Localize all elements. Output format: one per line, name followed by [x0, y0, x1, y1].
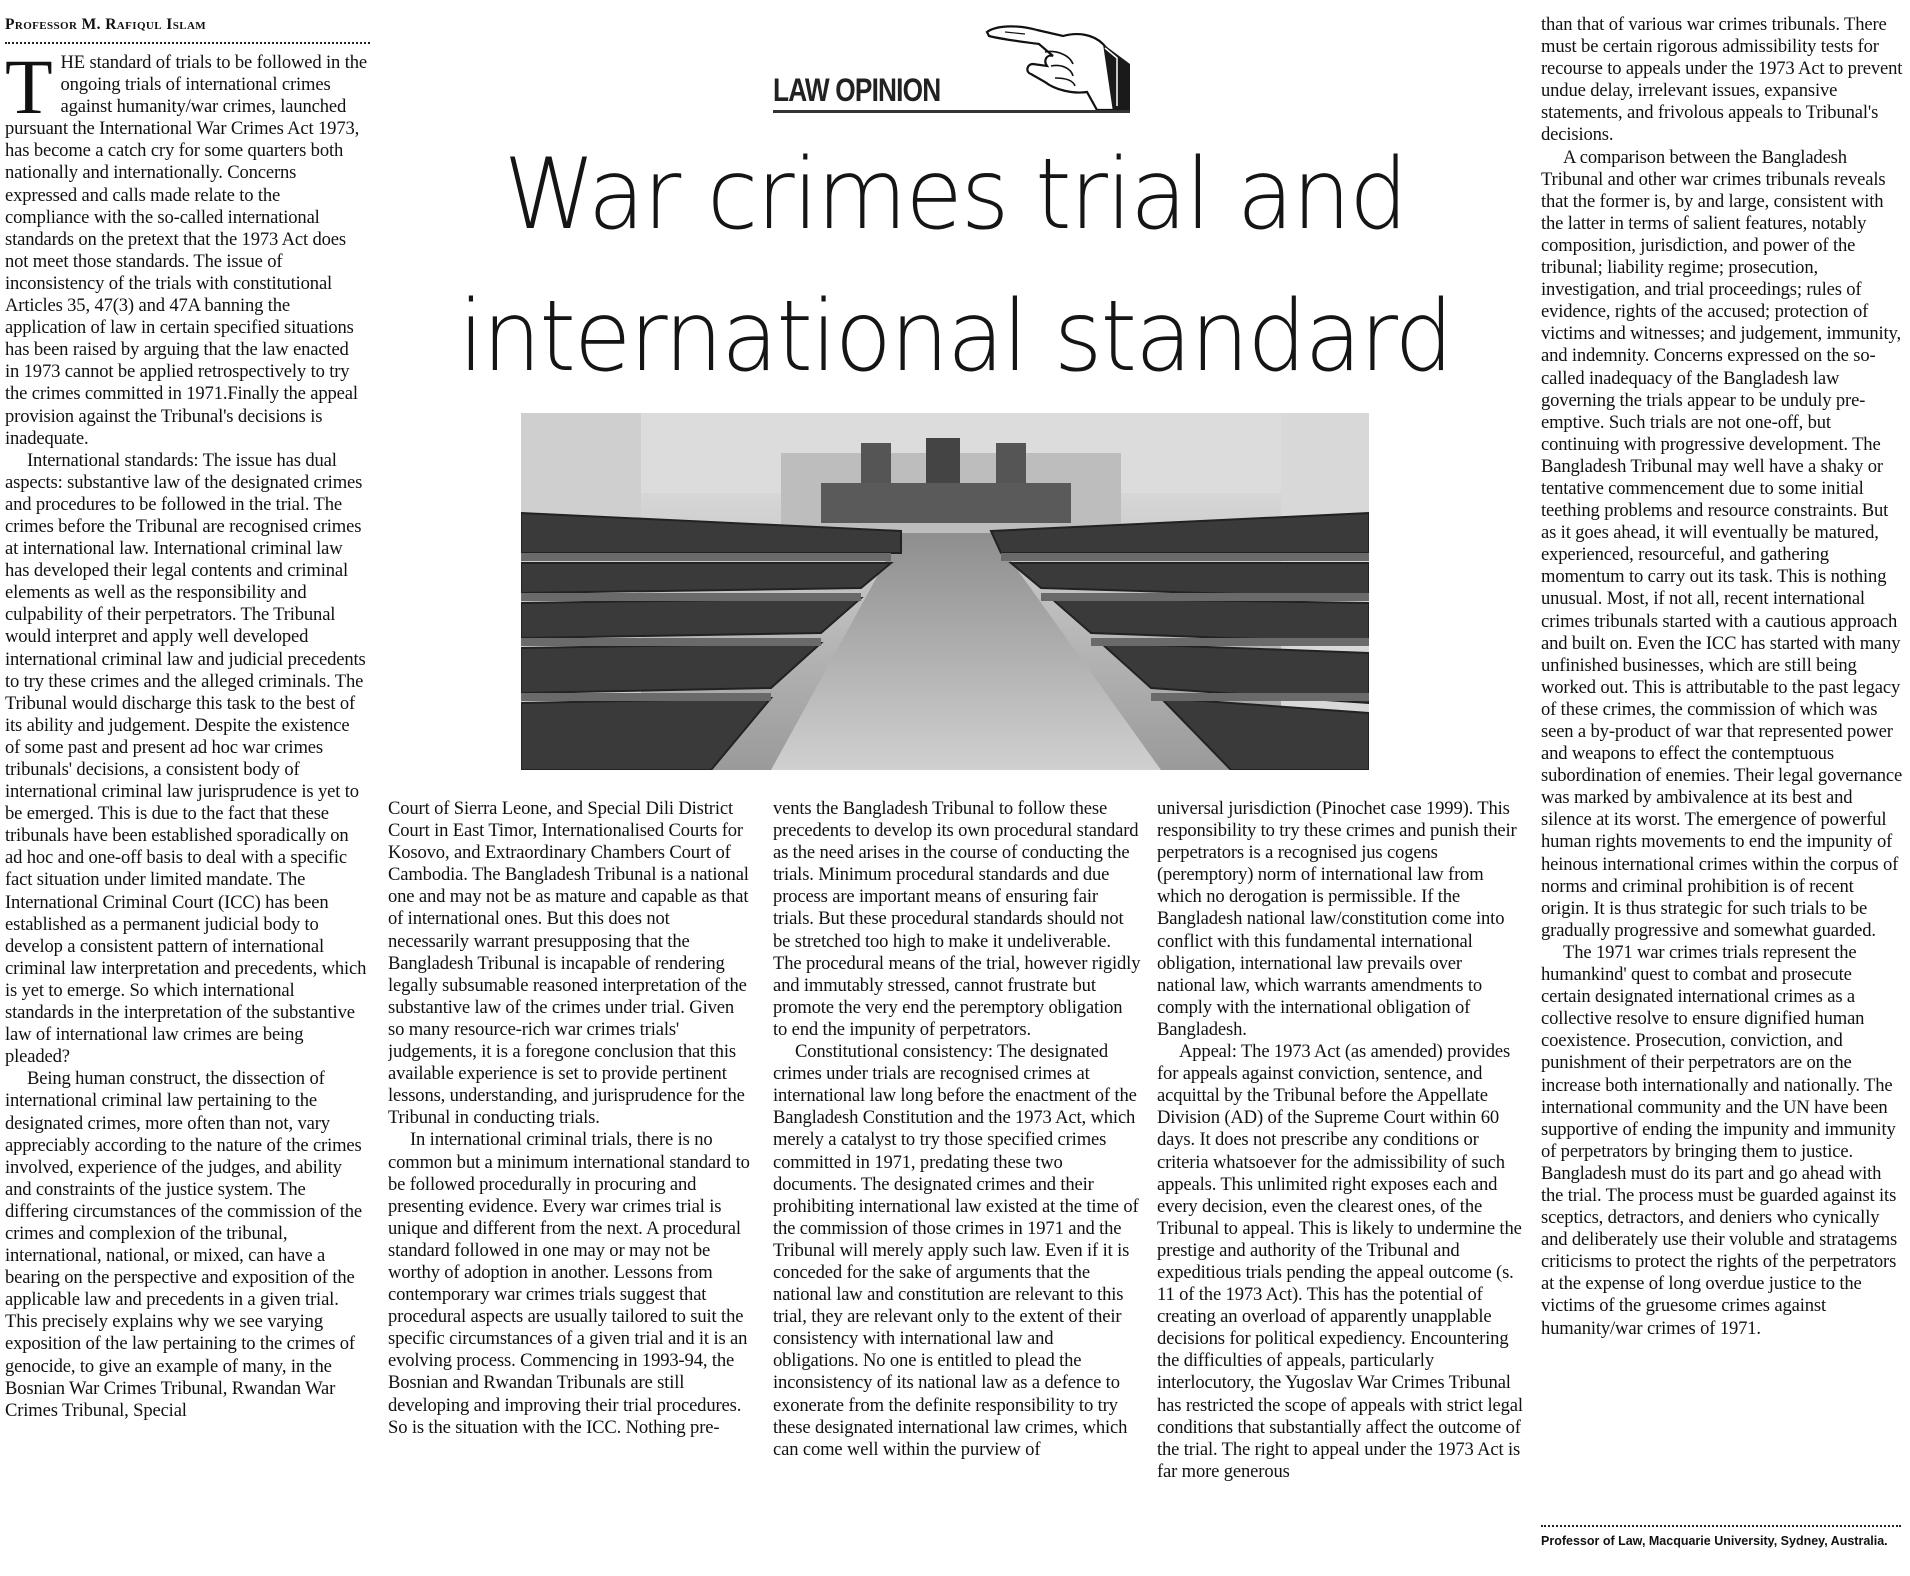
article-column-2	[388, 798, 750, 1564]
headline	[418, 124, 1492, 408]
article-paragraph	[5, 52, 367, 450]
footnote-divider	[1541, 1525, 1901, 1527]
headline-line-2: international standard	[458, 280, 1452, 394]
paragraph-text: HE standard of trials to be followed in the ongoing trials of international crimes against humanity/war crimes, launched pursuant the International War Crimes Act 1973, has become a catch cry for some quarters both nationally and internationally. Concerns expressed and calls made relate to the compliance with the so-called international standards on the pretext that the 1973 Act does not meet those standards. The issue of inconsistency of the trials with constitutional Articles 35, 47(3) and 47A banning the application of law in certain specified situations has been raised by arguing that the law enacted in 1973 cannot be applied retrospectively to try the crimes committed in 1971.Finally the appeal provision against the Tribunal's decisions is inadequate.	[5, 52, 367, 449]
courtroom-photo	[521, 413, 1369, 770]
article-paragraph: Being human construct, the dissection of international criminal law pertaining to the designated crimes, more often than not, vary appreciably according to the nature of the crimes involved, experience of the judges, and ability and constraints of the justice system. The differing circumstances of the commission of the crimes and complexion of the tribunal, international, national, or mixed, can have a bearing on the perspective and exposition of the applicable law and precedents in a given trial. This precisely explains why we see varying exposition of the law pertaining to the crimes of genocide, to give an example of many, in the Bosnian War Crimes Tribunal, Rwandan War Crimes Tribunal, Special	[5, 1068, 363, 1421]
article-paragraph: Court of Sierra Leone, and Special Dili District Court in East Timor, Internationalised Courts for Kosovo, and Extraordinary Chambers Court of Cambodia. The Bangladesh Tribunal is a national one and may not be as mature and capable as that of international ones. But this does not necessarily warrant presupposing that the Bangladesh Tribunal is incapable of rendering legally subsumable reasoned interpretation of the substantive law of the crimes under trial. Given so many resource-rich war crimes trials' judgements, it is a foregone conclusion that this available experience is set to provide pertinent lessons, understanding, and jurisprudence for the Tribunal in conducting trials.	[388, 798, 749, 1129]
headline-line-1: War crimes trial and	[503, 138, 1407, 252]
byline: Professor M. Rafiqul Islam	[5, 16, 370, 44]
article-paragraph: vents the Bangladesh Tribunal to follow these precedents to develop its own procedural standard as the need arises in the course of conducting the trials. Minimum procedural standards and due process are important means of ensuring fair trials. But these procedural standards should not be stretched too high to make it undeliverable. The procedural means of the trial, however rigidly and immutably stressed, cannot frustrate but promote the very end the peremptory obligation to end the impunity of perpetrators.	[773, 798, 1141, 1040]
article-paragraph: Appeal: The 1973 Act (as amended) provides for appeals against conviction, sentence, and acquittal by the Tribunal before the Appellate Division (AD) of the Supreme Court within 60 days. It does not prescribe any conditions or criteria whatsoever for the admissibility of such appeals. This unlimited right exposes each and every decision, even the clearest ones, of the Tribunal to appeal. This is likely to undermine the prestige and authority of the Tribunal and expeditious trials pending the appeal outcome (s. 11 of the 1973 Act). This has the potential of creating an overload of apparently unapplable decisions for political expediency. Encountering the difficulties of appeals, particularly interlocutory, the Yugoslav War Crimes Tribunal has restricted the scope of appeals with strict legal conditions that substantially affect the outcome of the trial. The right to appeal under the 1973 Act is far more generous	[1157, 1041, 1523, 1482]
article-paragraph: In international criminal trials, there is no common but a minimum international standard to be followed procedurally in procuring and presenting evidence. Every war crimes trial is unique and different from the next. A procedural standard followed in one may or may not be worthy of adoption in another. Lessons from contemporary war crimes trials suggest that procedural aspects are usually tailored to suit the specific circumstances of a given trial and it is an evolving process. Commencing in 1993-94, the Bosnian and Rwandan Tribunals are still developing and improving their trial procedures. So is the situation with the ICC. Nothing pre-	[388, 1129, 750, 1438]
article-paragraph: A comparison between the Bangladesh Tribunal and other war crimes tribunals reveals that the former is, by and large, consistent with the latter in terms of salient features, notably composition, jurisdiction, and power of the tribunal; liability regime; prosecution, investigation, and trial proceedings; rules of evidence, rights of the accused; protection of victims and witnesses; and judgement, immunity, and indemnity. Concerns expressed on the so-called inadequacy of the Bangladesh law governing the trials appear to be unduly pre-emptive. Such trials are not one-off, but continuing with progressive development. The Bangladesh Tribunal may well have a shaky or tentative commencement due to some initial teething problems and resource constraints. But as it goes ahead, it will eventually be matured, experienced, resourceful, and gathering momentum to carry out its task. This is nothing unusual. Most, if not all, recent international crimes tribunals started with a cautious approach and built on. Even the ICC has started with many unfinished businesses, which are still being worked out. This is attributable to the past legacy of these crimes, the commission of which was seen a by-product of war that represented power and weapons to effect the contemptuous subordination of enemies. Their legal governance was marked by ambivalence at its best and silence at its worst. The emergence of powerful human rights movements to end the impunity of heinous international crimes within the corpus of norms and criminal prohibition is of recent origin. It is thus strategic for such trials to be gradually progressive and somewhat guarded.	[1541, 146, 1903, 941]
article-column-5	[1541, 14, 1903, 1514]
section-kicker: LAW OPINION	[773, 72, 941, 108]
author-footnote: Professor of Law, Macquarie University, Sydney, Australia.	[1541, 1534, 1888, 1548]
kicker-underline	[773, 110, 1130, 113]
drop-cap: T	[5, 52, 53, 130]
article-paragraph: universal jurisdiction (Pinochet case 1999). This responsibility to try these crimes and punish their perpetrators is a recognised jus cogens (peremptory) norm of international law from which no derogation is permissible. If the Bangladesh national law/constitution come into conflict with this fundamental international obligation, international law prevails over national law, which warrants amendments to comply with the international obligation of Bangladesh.	[1157, 798, 1517, 1040]
article-column-3	[773, 798, 1141, 1564]
article-column-1	[5, 52, 367, 1564]
article-paragraph: than that of various war crimes tribunals. There must be certain rigorous admissibility tests for recourse to appeals under the 1973 Act to prevent undue delay, irrelevant issues, expansive statements, and frivolous appeals to Tribunal's decisions.	[1541, 14, 1903, 146]
article-paragraph: International standards: The issue has dual aspects: substantive law of the designated crimes and procedures to be followed in the trial. The crimes before the Tribunal are recognised crimes at international law. International criminal law has developed their legal contents and criminal elements as well as the responsibility and culpability of their perpetrators. The Tribunal would interpret and apply well developed international criminal law and judicial precedents to try these crimes and the alleged criminals. The Tribunal would discharge this task to the best of its ability and judgement. Despite the existence of some past and present ad hoc war crimes tribunals' decisions, a consistent body of international criminal law jurisprudence is yet to be emerged. This is due to the fact that these tribunals have been established sporadically on ad hoc and one-off basis to deal with a specific fact situation under limited mandate. The International Criminal Court (ICC) has been established as a permanent judicial body to develop a consistent pattern of international criminal law interpretation and precedents, which is yet to emerge. So which international standards in the interpretation of the substantive law of international law crimes are being pleaded?	[5, 449, 367, 1068]
article-paragraph: The 1971 war crimes trials represent the humankind' quest to combat and prosecute certain designated international crimes as a collective resolve to ensure dignified human coexistence. Prosecution, conviction, and punishment of their perpetrators are on the increase both internationally and nationally. The international community and the UN have been supportive of ending the impunity and immunity of perpetrators by bringing them to justice. Bangladesh must do its part and go ahead with the trial. The process must be guarded against its sceptics, detractors, and deniers who cynically and deliberately use their voluble and stratagems criticisms to protect the rights of the perpetrators at the expense of long overdue justice to the victims of the gruesome crimes against humanity/war crimes of 1971.	[1541, 941, 1898, 1339]
article-column-4	[1157, 798, 1525, 1564]
article-paragraph: Constitutional consistency: The designated crimes under trials are recognised crimes at international law long before the enactment of the Bangladesh Constitution and the 1973 Act, which merely a catalyst to try those specified crimes committed in 1971, predating these two documents. The designated crimes and their prohibiting international law existed at the time of the commission of those crimes in 1971 and the Tribunal will merely apply such law. Even if it is conceded for the sake of arguments that the national law and constitution are relevant to this trial, they are relevant only to the extent of their consistency with international law and obligations. No one is entitled to plead the inconsistency of its national law as a defence to exonerate from the definite responsibility to try these designated international law crimes, which can come well within the purview of	[773, 1041, 1139, 1460]
